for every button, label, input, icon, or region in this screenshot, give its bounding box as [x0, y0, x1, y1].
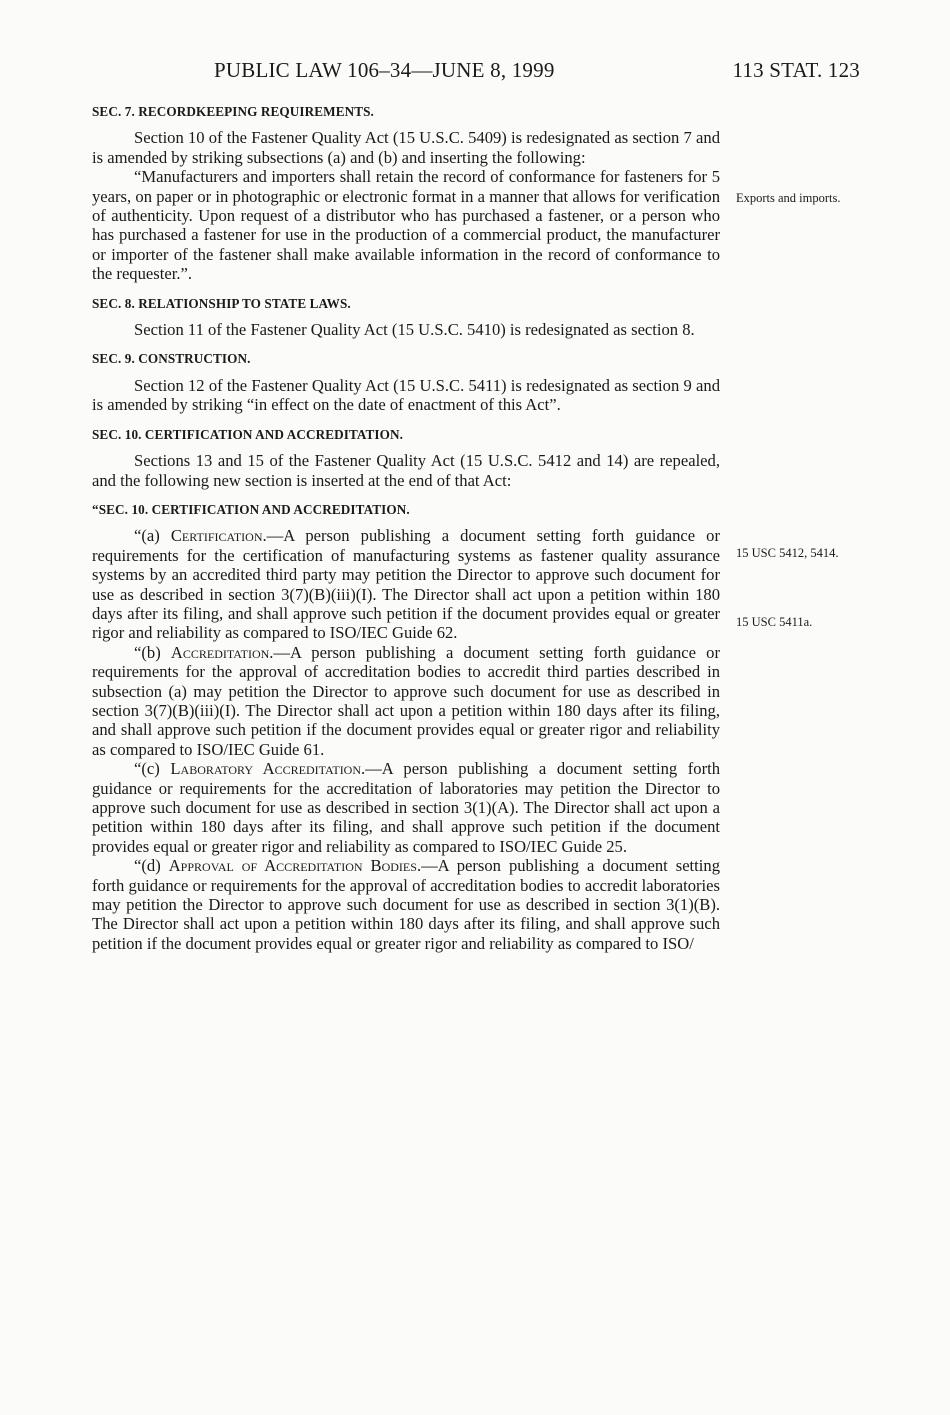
subsection-c — [92, 759, 720, 856]
statute-page-number: 113 STAT. 123 — [732, 58, 860, 82]
quoted-paragraph: “Manufacturers and importers shall retain the record of conformance for fasteners for 5 years, on paper or in photographic or electronic format in a manner that allows for verification of authenticity. Upon request of a distributor who has purchased a fastener, or a person who has purchased a fastener for use in the production of a commercial product, the manufacturer or importer of the fastener shall make available information in the record of conformance to the requester.”. — [92, 167, 720, 284]
subsection-text: .—A person publishing a document setting forth guidance or requirements for the approval of accreditation bodies to accredit third parties described in subsection (a) may petition the Director to approve such document for use as described in section 3(7)(B)(iii)(I). The Director shall act upon a petition within 180 days after its filing, and shall approve such petition if the document provides equal or greater rigor and reliability as compared to ISO/IEC Guide 61. — [92, 642, 720, 759]
subsection-label: “(a) — [134, 526, 171, 546]
margin-note-exports: Exports and imports. — [736, 191, 841, 205]
section-heading: “SEC. 10. CERTIFICATION AND ACCREDITATION. — [92, 501, 410, 517]
section-heading: SEC. 10. CERTIFICATION AND ACCREDITATION. — [92, 426, 404, 442]
margin-note-usc-new: 15 USC 5411a. — [736, 615, 813, 629]
margin-note-usc-repealed: 15 USC 5412, 5414. — [736, 546, 839, 560]
paragraph: Sections 13 and 15 of the Fastener Quality Act (15 U.S.C. 5412 and 14) are repealed, and the following new section is inserted at the end of that Act: — [92, 451, 720, 490]
subsection-text: .—A person publishing a document setting forth guidance or requirements for the certification of manufacturing systems as fastener quality assurance systems by an accredited third party may petition the Director to approve such document for use as described in section 3(7)(B)(iii)(I). The Director shall act upon a petition within 180 days after its filing, and shall approve such petition if the document provides equal or greater rigor and reliability as compared to ISO/IEC Guide 62. — [92, 526, 720, 643]
page-header — [92, 58, 860, 88]
subsection-caption: Laboratory Accreditation — [170, 759, 362, 779]
subsection-label: “(b) — [134, 642, 171, 662]
running-title: PUBLIC LAW 106–34—JUNE 8, 1999 — [214, 58, 555, 82]
subsection-caption: Approval of Accreditation Bodies — [168, 856, 417, 876]
subsection-caption: Certification — [170, 526, 263, 546]
paragraph: Section 12 of the Fastener Quality Act (15 U.S.C. 5411) is redesignated as section 9 and is amended by striking “in effect on the date of enactment of this Act”. — [92, 375, 720, 415]
section-8 — [92, 294, 720, 340]
section-7 — [92, 102, 720, 284]
subsection-text: .—A person publishing a document setting forth guidance or requirements for the approval of accreditation bodies to accredit laboratories may petition the Director to approve such document for use as described in section 3(1)(B). The Director shall act upon a petition within 180 days after its filing, and shall approve such petition if the document provides equal or greater rigor and reliability as compared to ISO/ — [92, 856, 720, 953]
new-section-10 — [92, 500, 720, 953]
subsection-caption: Accreditation — [170, 642, 270, 662]
section-10 — [92, 425, 720, 490]
section-9 — [92, 349, 720, 414]
section-heading: SEC. 7. RECORDKEEPING REQUIREMENTS. — [92, 104, 374, 119]
subsection-label: “(d) — [134, 856, 169, 876]
subsection-text: .—A person publishing a document setting forth guidance or requirements for the accreditation of laboratories may petition the Director to approve such document for use as described in section 3(1)(A). The Director shall act upon a petition within 180 days after its filing, and shall approve such petition if the document provides equal or greater rigor and reliability as compared to ISO/IEC Guide 25. — [92, 759, 721, 856]
subsection-label: “(c) — [134, 759, 171, 779]
subsection-a — [92, 526, 720, 642]
document-body — [92, 102, 720, 963]
subsection-d — [92, 856, 720, 953]
subsection-b — [92, 643, 720, 759]
section-heading: SEC. 8. RELATIONSHIP TO STATE LAWS. — [92, 295, 351, 311]
paragraph: Section 11 of the Fastener Quality Act (15 U.S.C. 5410) is redesignated as section 8. — [134, 320, 695, 340]
paragraph: Section 10 of the Fastener Quality Act (15 U.S.C. 5409) is redesignated as section 7 and is amended by striking subsections (a) and (b) and inserting the following: — [92, 128, 720, 167]
section-heading: SEC. 9. CONSTRUCTION. — [92, 351, 251, 367]
